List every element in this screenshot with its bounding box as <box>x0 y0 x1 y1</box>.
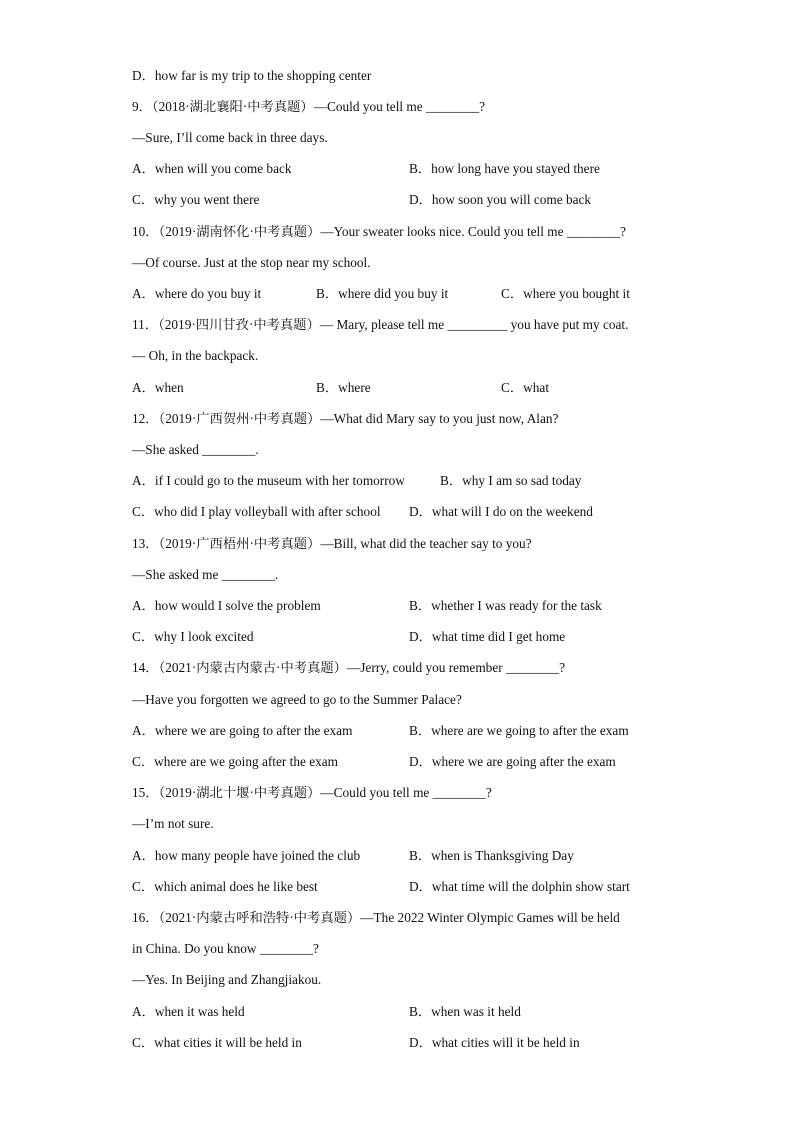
answer-line-q10: —Of course. Just at the stop near my school. <box>132 255 371 270</box>
answer-line-q15: —I’m not sure. <box>132 816 214 831</box>
answer-line-q14: —Have you forgotten we agreed to go to the Summer Palace? <box>132 692 462 707</box>
question-16: 16．（2021·内蒙古呼和浩特·中考真题）—The 2022 Winter Olympic Games will be held <box>132 910 620 925</box>
option-d-q16[interactable]: D．what cities will it be held in <box>409 1035 580 1050</box>
question-11: 11．（2019·四川甘孜·中考真题）— Mary, please tell me _________ you have put my coat. <box>132 317 629 332</box>
option-b-q9[interactable]: B．how long have you stayed there <box>409 161 600 176</box>
answer-line-q16: —Yes. In Beijing and Zhangjiakou. <box>132 972 322 987</box>
option-c-q16[interactable]: C．what cities it will be held in <box>132 1035 302 1050</box>
option-a-q13[interactable]: A．how would I solve the problem <box>132 598 321 613</box>
option-c-q11[interactable]: C．what <box>501 380 550 395</box>
option-c-q12[interactable]: C．who did I play volleyball with after school <box>132 504 381 519</box>
option-c-q15[interactable]: C．which animal does he like best <box>132 879 318 894</box>
option-b-q14[interactable]: B．where are we going to after the exam <box>409 723 629 738</box>
option-c-q9[interactable]: C．why you went there <box>132 192 260 207</box>
answer-line-q9: —Sure, I’ll come back in three days. <box>132 130 328 145</box>
option-a-q9[interactable]: A．when will you come back <box>132 161 292 176</box>
question-12: 12．（2019·广西贺州·中考真题）—What did Mary say to you just now, Alan? <box>132 411 559 426</box>
question-9: 9．（2018·湖北襄阳·中考真题）—Could you tell me ________? <box>132 99 486 114</box>
question-10: 10．（2019·湖南怀化·中考真题）—Your sweater looks nice. Could you tell me ________? <box>132 224 626 239</box>
option-b-q15[interactable]: B．when is Thanksgiving Day <box>409 848 574 863</box>
answer-line-q13: —She asked me ________. <box>132 567 279 582</box>
option-b-q16[interactable]: B．when was it held <box>409 1004 521 1019</box>
option-b-q12[interactable]: B．why I am so sad today <box>440 473 582 488</box>
answer-line-q12: —She asked ________. <box>132 442 259 457</box>
option-b-q10[interactable]: B．where did you buy it <box>316 286 449 301</box>
option-a-q15[interactable]: A．how many people have joined the club <box>132 848 361 863</box>
option-d-q13[interactable]: D．what time did I get home <box>409 629 566 644</box>
option-a-q14[interactable]: A．where we are going to after the exam <box>132 723 353 738</box>
question-16-continued: in China. Do you know ________? <box>132 941 319 956</box>
option-a-q16[interactable]: A．when it was held <box>132 1004 245 1019</box>
option-c-q13[interactable]: C．why I look excited <box>132 629 254 644</box>
option-d-q14[interactable]: D．where we are going after the exam <box>409 754 616 769</box>
question-13: 13．（2019·广西梧州·中考真题）—Bill, what did the teacher say to you? <box>132 536 532 551</box>
option-a-q11[interactable]: A．when <box>132 380 184 395</box>
option-d-q9[interactable]: D．how soon you will come back <box>409 192 592 207</box>
answer-line-q11: — Oh, in the backpack. <box>132 348 259 363</box>
option-a-q12[interactable]: A．if I could go to the museum with her tomorrow <box>132 473 405 488</box>
option-d-q15[interactable]: D．what time will the dolphin show start <box>409 879 630 894</box>
option-b-q11[interactable]: B．where <box>316 380 371 395</box>
question-14: 14．（2021·内蒙古内蒙古·中考真题）—Jerry, could you remember ________? <box>132 660 566 675</box>
question-15: 15．（2019·湖北十堰·中考真题）—Could you tell me ________? <box>132 785 492 800</box>
option-b-q13[interactable]: B．whether I was ready for the task <box>409 598 602 613</box>
option-d-q12[interactable]: D．what will I do on the weekend <box>409 504 593 519</box>
option-c-q14[interactable]: C．where are we going after the exam <box>132 754 339 769</box>
option-d-q8: D．how far is my trip to the shopping center <box>132 68 372 83</box>
option-a-q10[interactable]: A．where do you buy it <box>132 286 262 301</box>
option-c-q10[interactable]: C．where you bought it <box>501 286 630 301</box>
